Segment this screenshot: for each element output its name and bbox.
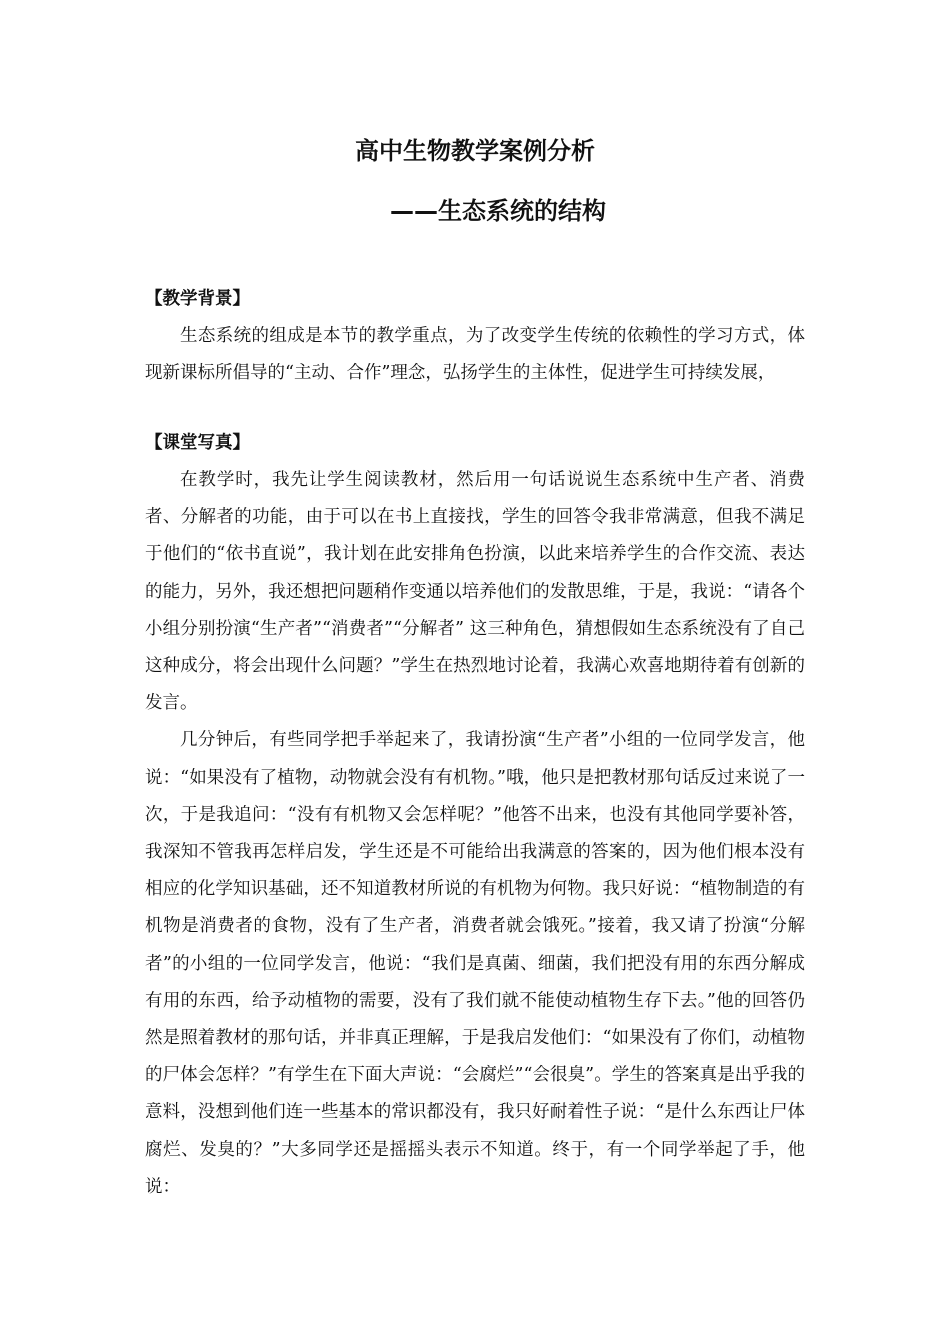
paragraph: 生态系统的组成是本节的教学重点，为了改变学生传统的依赖性的学习方式，体现新课标所倡导的“主动、合作”理念，弘扬学生的主体性，促进学生可持续发展， [145, 326, 805, 384]
section-classroom-record [145, 425, 805, 1206]
section-heading: 【课堂写真】 [145, 433, 250, 453]
section-teaching-background [145, 281, 805, 392]
paragraph: 几分钟后，有些同学把手举起来了，我请扮演“生产者”小组的一位同学发言，他说：“如果没有了植物，动物就会没有有机物。”哦，他只是把教材那句话反过来说了一次，于是我追问：“没有有机物又会怎样呢？”他答不出来，也没有其他同学要补答，我深知不管我再怎样启发，学生还是不可能给出我满意的答案的，因为他们根本没有相应的化学知识基础，还不知道教材所说的有机物为何物。我只好说：“植物制造的有机物是消费者的食物，没有了生产者，消费者就会饿死。”接着，我又请了扮演“分解者”的小组的一位同学发言，他说：“我们是真菌、细菌，我们把没有用的东西分解成有用的东西，给予动植物的需要，没有了我们就不能使动植物生存下去。”他的回答仍然是照着教材的那句话，并非真正理解，于是我启发他们：“如果没有了你们，动植物的尸体会怎样？”有学生在下面大声说：“会腐烂”“会很臭”。学生的答案真是出乎我的意料，没想到他们连一些基本的常识都没有，我只好耐着性子说：“是什么东西让尸体腐烂、发臭的？”大多同学还是摇摇头表示不知道。终于，有一个同学举起了手，他说： [145, 730, 805, 1197]
section-heading: 【教学背景】 [145, 289, 250, 309]
document-title: 高中生物教学案例分析 [355, 137, 595, 165]
document-subtitle: ——生态系统的结构 [390, 197, 606, 225]
paragraph: 在教学时，我先让学生阅读教材，然后用一句话说说生态系统中生产者、消费者、分解者的功能，由于可以在书上直接找，学生的回答令我非常满意，但我不满足于他们的“依书直说”，我计划在此安排角色扮演，以此来培养学生的合作交流、表达的能力，另外，我还想把问题稍作变通以培养他们的发散思维，于是，我说：“请各个小组分别扮演“生产者”“消费者”“分解者” 这三种角色，猜想假如生态系统没有了自己这种成分，将会出现什么问题？”学生在热烈地讨论着，我满心欢喜地期待着有创新的发言。 [145, 470, 805, 714]
